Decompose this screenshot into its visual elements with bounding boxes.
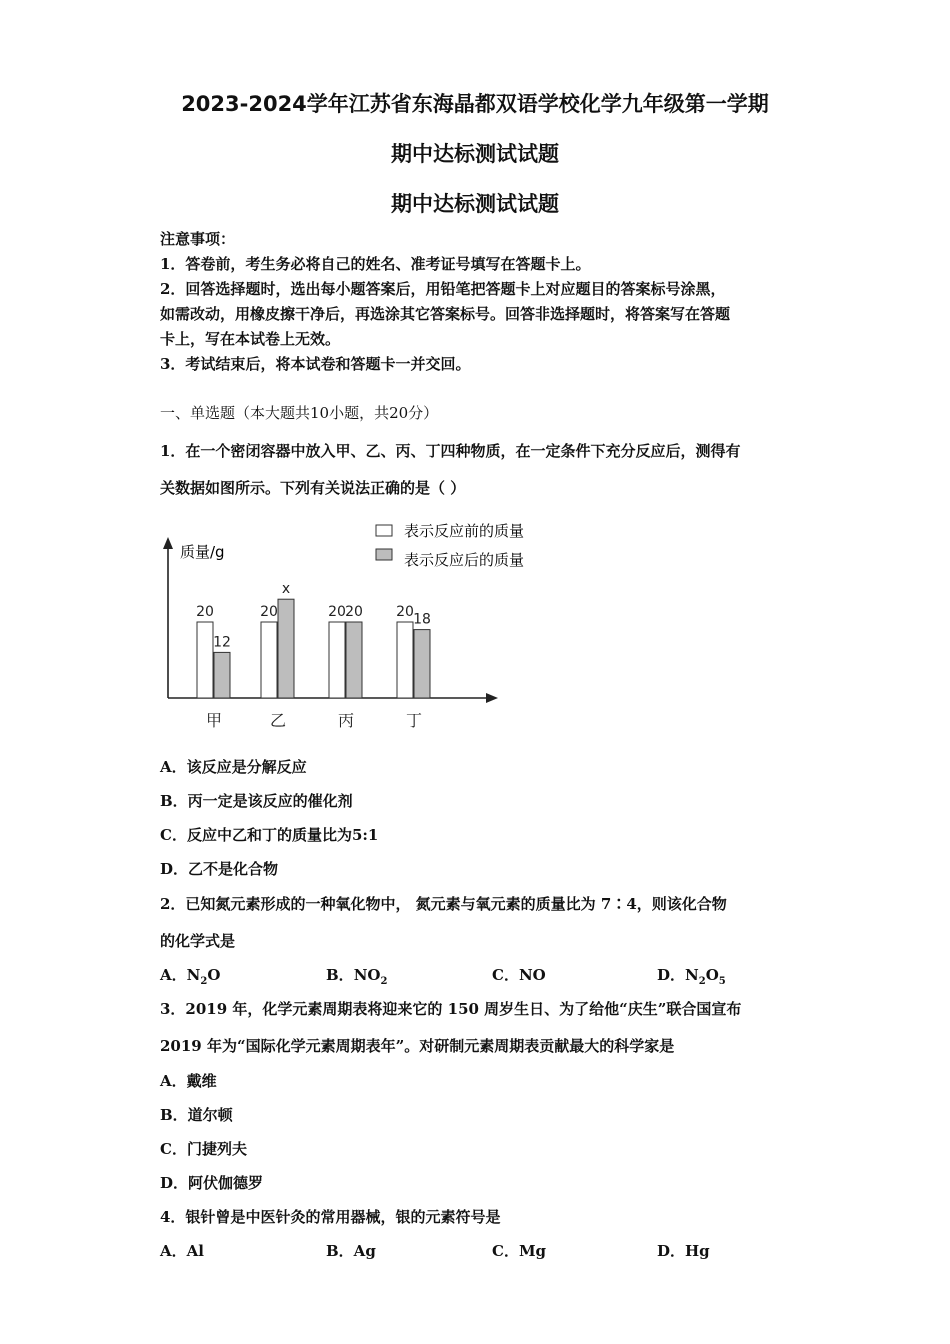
- notice-item: 2．回答选择题时，选出每小题答案后，用铅笔把答题卡上对应题目的答案标号涂黑，: [160, 280, 726, 298]
- exam-title-line1: 2023-2024学年江苏省东海晶都双语学校化学九年级第一学期: [181, 92, 769, 116]
- q2-option-b: B．$NO_2$: [326, 966, 388, 987]
- category-label: 乙: [269, 711, 287, 730]
- bar-data-label: 12: [213, 634, 231, 651]
- q3-option-d: D．阿伏伽德罗: [160, 1174, 264, 1192]
- bar-data-label: 18: [413, 611, 431, 628]
- q4-option-b: B．Ag: [326, 1242, 376, 1260]
- q2-option-d: D．$N_2O_5$: [657, 966, 726, 987]
- q4-stem: 4．银针曾是中医针灸的常用器械，银的元素符号是: [160, 1208, 501, 1226]
- section-heading: 一、单选题（本大题共10小题，共20分）: [160, 404, 439, 422]
- q3-stem-line1: 3．2019 年，化学元素周期表将迎来它的 150 周岁生日、为了给他“庆生”联合国宣布: [160, 1000, 742, 1018]
- bar-data-label: 20: [396, 604, 414, 620]
- notice-item: 3．考试结束后，将本试卷和答题卡一并交回。: [160, 355, 471, 373]
- x-axis-arrow: [486, 693, 498, 703]
- bar-data-label: 20: [196, 604, 214, 620]
- bar-data-label: 20: [328, 604, 346, 620]
- q1-option-d: D．乙不是化合物: [160, 860, 279, 878]
- q4-option-d: D．Hg: [657, 1242, 710, 1260]
- legend-swatch-before: [376, 525, 392, 536]
- bar-丁-before: [397, 622, 413, 698]
- q4-option-c: C．Mg: [492, 1242, 547, 1260]
- bar-丙-after: [346, 622, 362, 698]
- legend-swatch-after: [376, 549, 392, 560]
- bar-丁-after: [414, 630, 430, 698]
- q2-stem-line1: 2．已知氮元素形成的一种氧化物中， 氮元素与氧元素的质量比为 7∶4，则该化合物: [160, 895, 727, 913]
- category-label: 丙: [337, 711, 355, 730]
- notice-item: 1．答卷前，考生务必将自己的姓名、准考证号填写在答题卡上。: [160, 255, 591, 273]
- q2-stem-line2: 的化学式是: [160, 932, 236, 950]
- notice-item: 卡上，写在本试卷上无效。: [160, 330, 341, 348]
- bar-data-label: 20: [345, 604, 363, 620]
- notice-item: 如需改动，用橡皮擦干净后，再选涂其它答案标号。回答非选择题时，将答案写在答题: [160, 305, 731, 323]
- category-label: 丁: [405, 711, 423, 730]
- legend-label-before: 表示反应前的质量: [404, 522, 525, 540]
- bar-乙-before: [261, 622, 277, 698]
- bar-甲-after: [214, 652, 230, 698]
- mass-bar-chart: [150, 515, 570, 740]
- notice-heading: 注意事项：: [160, 230, 236, 248]
- q2-option-c: C．NO: [492, 966, 546, 984]
- q3-option-a: A．戴维: [160, 1072, 217, 1090]
- q1-option-c: C．反应中乙和丁的质量比为5:1: [160, 826, 379, 844]
- q3-option-b: B．道尔顿: [160, 1106, 233, 1124]
- bar-data-label: x: [281, 581, 291, 598]
- q2-option-a: A．$N_2O$: [160, 966, 221, 987]
- q1-option-b: B．丙一定是该反应的催化剂: [160, 792, 353, 810]
- legend-label-after: 表示反应后的质量: [404, 551, 525, 569]
- bar-乙-after: [278, 599, 294, 698]
- category-label: 甲: [205, 711, 223, 730]
- bar-丙-before: [329, 622, 345, 698]
- q4-option-a: A．Al: [160, 1242, 204, 1260]
- q1-option-a: A．该反应是分解反应: [160, 758, 307, 776]
- q3-stem-line2: 2019 年为“国际化学元素周期表年”。对研制元素周期表贡献最大的科学家是: [160, 1037, 675, 1055]
- q1-stem-line2: 关数据如图所示。下列有关说法正确的是（ ）: [160, 479, 466, 497]
- bar-data-label: 20: [260, 604, 278, 620]
- q1-stem-line1: 1．在一个密闭容器中放入甲、乙、丙、丁四种物质，在一定条件下充分反应后，测得有: [160, 442, 741, 460]
- q3-option-c: C．门捷列夫: [160, 1140, 247, 1158]
- exam-title-line3: 期中达标测试试题: [391, 192, 559, 216]
- bar-甲-before: [197, 622, 213, 698]
- exam-title-line2: 期中达标测试试题: [391, 142, 559, 166]
- y-axis-label: 质量/g: [180, 543, 225, 561]
- y-axis-arrow: [163, 537, 173, 549]
